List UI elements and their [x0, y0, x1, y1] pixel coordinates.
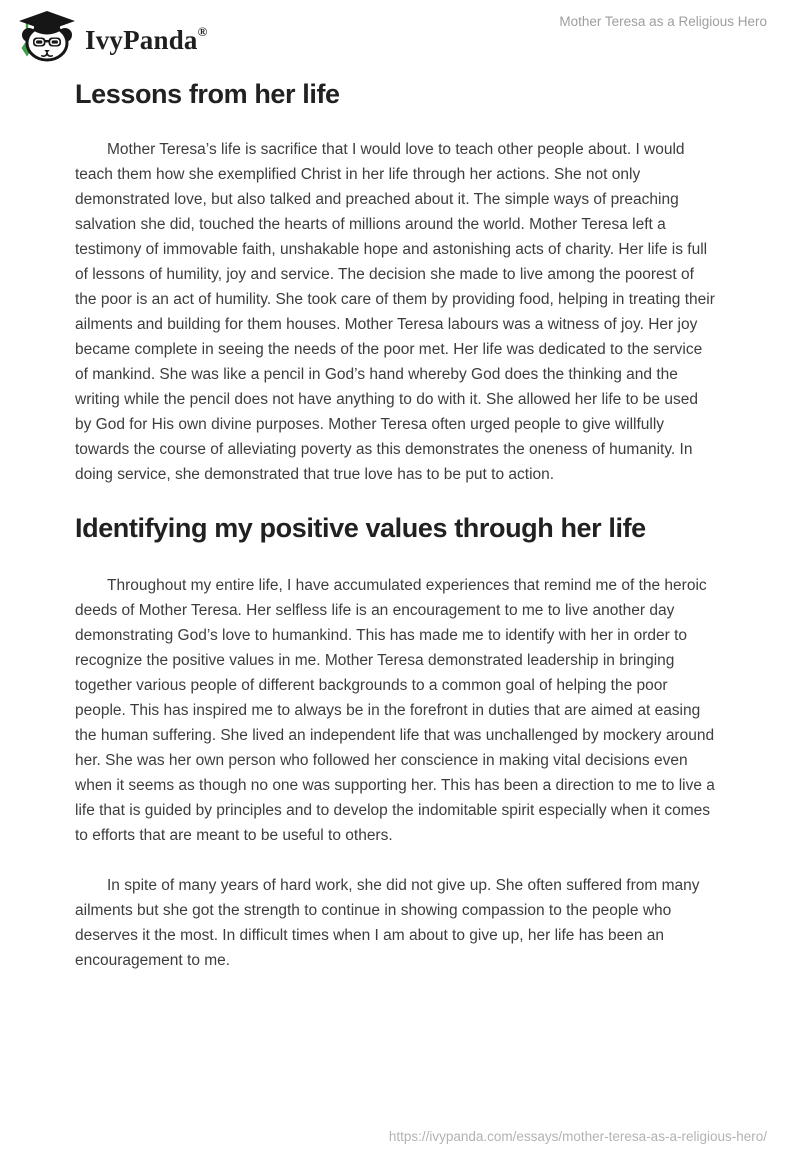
- page-header: [0, 0, 800, 62]
- paragraph: Mother Teresa’s life is sacrifice that I would love to teach other people about. I would teach them how she exemplified Christ in her life through her actions. She not only demonstrated love, but also talked and preached about it. The simple ways of preaching salvation she did, touched the hearts of millions around the world. Mother Teresa left a testimony of immovable faith, unshakable hope and astonishing acts of charity. Her life is full of lessons of humility, joy and service. The decision she made to live among the poorest of the poor is an act of humility. She took care of them by providing food, helping in treating their ailments and building for them houses. Mother Teresa labours was a witness of joy. Her joy became complete in seeing the needs of the poor met. Her life was dedicated to the service of mankind. She was like a pencil in God’s hand whereby God does the thinking and the writing while the pencil does not have anything to do with it. She allowed her life to be used by God for His own divine purposes. Mother Teresa often urged people to give willfully towards the course of alleviating poverty as this demonstrates the oneness of humanity. In doing service, she demonstrated that true love has to be put to action.: [75, 141, 715, 483]
- article-body: [0, 78, 800, 973]
- paragraph: Throughout my entire life, I have accumulated experiences that remind me of the heroic deeds of Mother Teresa. Her selfless life is an encouragement to me to live another day demonstrating God’s love to humankind. This has made me to identify with her in order to recognize the positive values in me. Mother Teresa demonstrated leadership in bringing together various people of different backgrounds to a common goal of helping the poor people. This has inspired me to always be in the forefront in duties that are aimed at easing the human suffering. She lived an independent life that was unchallenged by mockery around her. She was her own person who followed her conscience in making vital decisions even when it seems as though no one was supporting her. This has been a direction to me to live a life that is guided by principles and to develop the indomitable spirit especially when it comes to efforts that are meant to be useful to others.: [75, 577, 715, 844]
- panda-graduate-logo-icon: [14, 10, 76, 62]
- section-heading-lessons: Lessons from her life: [75, 79, 340, 109]
- glasses-bridge: [44, 40, 50, 42]
- paragraph: In spite of many years of hard work, she did not give up. She often suffered from many ailments but she got the strength to continue in showing compassion to the people who deserves it the most. In difficult times when I am about to give up, her life has been an encouragement to me.: [75, 877, 700, 969]
- document-title: Mother Teresa as a Religious Hero: [559, 14, 767, 29]
- source-url: https://ivypanda.com/essays/mother-teresa-as-a-religious-hero/: [388, 1129, 767, 1144]
- brand-name: [85, 7, 208, 65]
- ivypanda-brand: [14, 7, 208, 65]
- registered-trademark-symbol: ®: [197, 24, 208, 39]
- section-heading-positive-values: Identifying my positive values through her life: [75, 513, 646, 543]
- brand-name-text: IvyPanda: [85, 25, 198, 55]
